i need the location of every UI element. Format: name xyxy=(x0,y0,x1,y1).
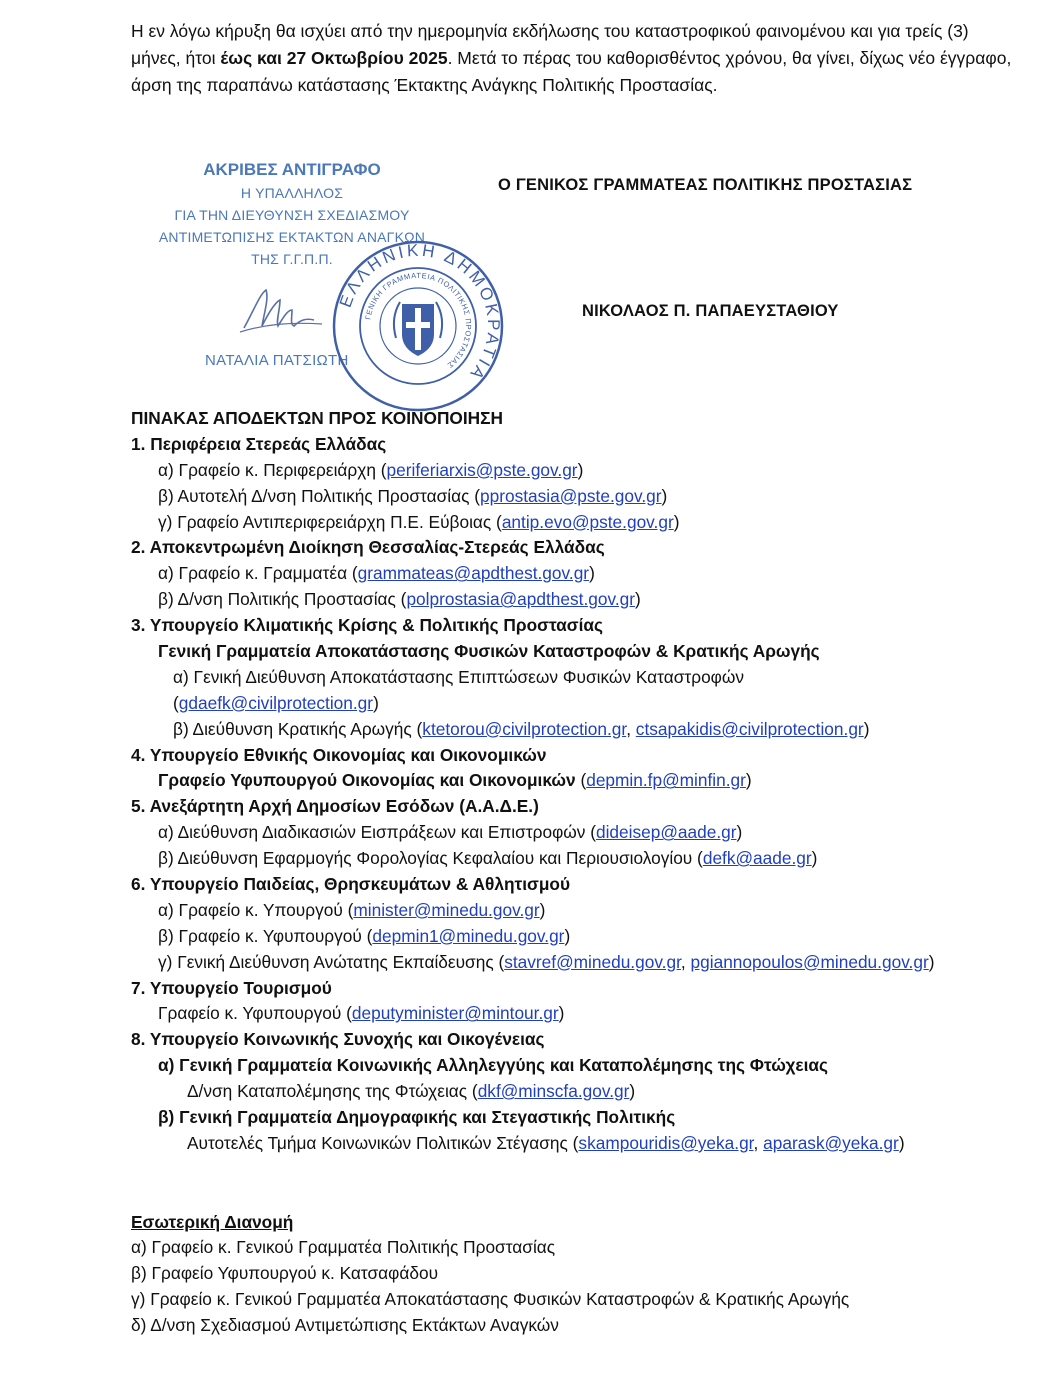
recipient-text: β) Αυτοτελή Δ/νση Πολιτικής Προστασίας ( xyxy=(158,485,480,506)
recipient-heading xyxy=(131,976,1051,1002)
recipient-text: ) xyxy=(589,563,595,584)
recipient-text: ) xyxy=(629,1081,636,1102)
internal-distribution-item: γ) Γραφείο κ. Γενικού Γραμματέα Αποκατάστασης Φυσικών Καταστροφών & Κρατικής Αρωγής xyxy=(131,1288,850,1309)
recipient-text: Αυτοτελές Τμήμα Κοινωνικών Πολιτικών Στέγασης ( xyxy=(187,1132,579,1153)
recipient-heading xyxy=(131,613,1051,639)
recipient-item xyxy=(131,924,1051,950)
recipient-text: ) xyxy=(811,848,818,869)
email-link[interactable]: aparask@yeka.gr xyxy=(763,1132,899,1153)
recipient-text: 6. Υπουργείο Παιδείας, Θρησκευμάτων & Αθλητισμού xyxy=(131,874,571,895)
recipient-heading xyxy=(131,432,1051,458)
recipient-text: ) xyxy=(673,511,680,532)
email-link[interactable]: ctsapakidis@civilprotection.gr xyxy=(635,718,864,739)
recipient-text: ) xyxy=(928,951,935,972)
recipient-text: β) Γραφείο κ. Υφυπουργού ( xyxy=(158,925,373,946)
email-link[interactable]: antip.evo@pste.gov.gr xyxy=(501,511,674,532)
recipient-item xyxy=(131,1079,1051,1105)
recipient-text: ) xyxy=(539,899,546,920)
email-link[interactable]: depmin1@minedu.gov.gr xyxy=(372,925,565,946)
email-link[interactable]: deputyminister@mintour.gr xyxy=(351,1003,559,1024)
certified-copy-line: ΑΝΤΙΜΕΤΩΠΙΣΗΣ ΕΚΤΑΚΤΩΝ ΑΝΑΓΚΩΝ xyxy=(158,229,426,245)
email-link[interactable]: dideisep@aade.gr xyxy=(595,822,737,843)
recipients-title: ΠΙΝΑΚΑΣ ΑΠΟΔΕΚΤΩΝ ΠΡΟΣ ΚΟΙΝΟΠΟΙΗΣΗ xyxy=(131,408,504,428)
recipient-text: α) Γραφείο κ. Υπουργού ( xyxy=(158,899,354,920)
recipient-text: 1. Περιφέρεια Στερεάς Ελλάδας xyxy=(131,433,387,454)
recipient-text: ( xyxy=(575,770,587,791)
recipient-text: 2. Αποκεντρωμένη Διοίκηση Θεσσαλίας-Στερεάς Ελλάδας xyxy=(131,537,605,558)
signatory-title: Ο ΓΕΝΙΚΟΣ ΓΡΑΜΜΑΤΕΑΣ ΠΟΛΙΤΙΚΗΣ ΠΡΟΣΤΑΣΙΑΣ xyxy=(498,176,913,194)
recipient-item xyxy=(131,1001,1051,1027)
certified-copy-name: ΝΑΤΑΛΙΑ ΠΑΤΣΙΩΤΗ xyxy=(205,352,349,369)
recipient-text: 4. Υπουργείο Εθνικής Οικονομίας και Οικονομικών xyxy=(131,744,547,765)
internal-distribution xyxy=(131,1209,1031,1339)
recipient-text: ) xyxy=(373,692,379,713)
internal-distribution-title: Εσωτερική Διανομή xyxy=(131,1212,294,1232)
recipient-item xyxy=(131,587,1051,613)
intro-text-2: . Μετά το πέρας του καθορισθέντος χρόνου, θα γίνει, δίχως νέο έγγραφο, άρση της παραπάνω κατάστασης Έκτακτης Ανάγκης Πολιτικής Προστασίας. xyxy=(131,48,1012,95)
recipient-text: ) xyxy=(564,925,571,946)
email-link[interactable]: polprostasia@apdthest.gov.gr xyxy=(406,589,636,610)
recipient-text: Γραφείο Υφυπουργού Οικονομίας και Οικονομικών xyxy=(158,770,576,791)
recipient-text: ) xyxy=(635,589,641,610)
recipient-item: Αυτοτελές Τμήμα Κοινωνικών Πολιτικών Στέγασης (skampouridis@yeka.gr, aparask@yeka.gr) xyxy=(187,1132,905,1153)
internal-distribution-item: α) Γραφείο κ. Γενικού Γραμματέα Πολιτικής Προστασίας xyxy=(131,1237,556,1257)
recipient-text: ) xyxy=(863,718,870,739)
recipient-text: ) xyxy=(558,1003,565,1024)
recipient-text: Γραφείο κ. Υφυπουργού ( xyxy=(158,1003,352,1024)
recipient-heading xyxy=(131,1105,1051,1131)
recipient-text: α) Γενική Διεύθυνση Αποκατάστασης Επιπτώσεων Φυσικών Καταστροφών xyxy=(173,666,745,687)
intro-paragraph xyxy=(131,18,1021,99)
recipient-heading xyxy=(131,872,1051,898)
recipient-heading xyxy=(131,794,1051,820)
recipient-item xyxy=(131,846,1051,872)
recipient-item xyxy=(131,510,1051,536)
email-link[interactable]: gdaefk@civilprotection.gr xyxy=(178,692,374,713)
intro-text-1: Η εν λόγω κήρυξη θα ισχύει από την ημερομηνία εκδήλωσης του καταστροφικού φαινομένου και για τρείς (3) μήνες, ήτοι xyxy=(131,21,969,68)
recipient-text: 5. Ανεξάρτητη Αρχή Δημοσίων Εσόδων (Α.Α.Δ.Ε.) xyxy=(131,796,539,817)
recipient-text: γ) Γραφείο Αντιπεριφερειάρχη Π.Ε. Εύβοιας ( xyxy=(158,511,502,532)
internal-distribution-item: δ) Δ/νση Σχεδιασμού Αντιμετώπισης Εκτάκτων Αναγκών xyxy=(131,1314,559,1335)
email-link[interactable]: stavref@minedu.gov.gr xyxy=(504,951,681,972)
recipient-heading xyxy=(131,535,1051,561)
recipient-item xyxy=(131,665,1051,691)
recipient-text: β) Διεύθυνση Κρατικής Αρωγής ( xyxy=(173,718,423,739)
certified-copy-title: ΑΚΡΙΒΕΣ ΑΝΤΙΓΡΑΦΟ xyxy=(203,160,381,179)
recipient-lines xyxy=(131,432,1051,1157)
email-link[interactable]: dkf@minscfa.gov.gr xyxy=(477,1081,630,1102)
recipient-heading xyxy=(131,639,1051,665)
recipient-item xyxy=(131,820,1051,846)
handwritten-signature xyxy=(236,280,326,340)
coat-of-arms-icon xyxy=(394,302,442,356)
certified-copy-line: ΤΗΣ Γ.Γ.Π.Π. xyxy=(251,251,333,267)
recipient-text: β) Γενική Γραμματεία Δημογραφικής και Στεγαστικής Πολιτικής xyxy=(158,1107,676,1128)
recipient-text: 3. Υπουργείο Κλιματικής Κρίσης & Πολιτικής Προστασίας xyxy=(131,615,604,636)
email-link[interactable]: ktetorou@civilprotection.gr xyxy=(422,718,627,739)
recipient-text: α) Διεύθυνση Διαδικασιών Εισπράξεων και Επιστροφών ( xyxy=(158,822,596,843)
recipient-item: γ) Γενική Διεύθυνση Ανώτατης Εκπαίδευσης (stavref@minedu.gov.gr, pgiannopoulos@minedu.gov.gr) xyxy=(158,951,935,972)
recipient-item xyxy=(131,691,1051,717)
recipients-list xyxy=(131,406,1051,1157)
recipient-text: ) xyxy=(577,459,584,480)
recipient-item: β) Διεύθυνση Κρατικής Αρωγής (ktetorou@civilprotection.gr, ctsapakidis@civilprotection.gr) xyxy=(173,718,870,739)
email-link[interactable]: grammateas@apdthest.gov.gr xyxy=(357,563,590,584)
recipient-heading xyxy=(131,1053,1051,1079)
internal-distribution-item: β) Γραφείο Υφυπουργού κ. Κατσαφάδου xyxy=(131,1262,439,1283)
recipient-heading xyxy=(131,1027,1051,1053)
recipient-text: Δ/νση Καταπολέμησης της Φτώχειας ( xyxy=(187,1081,478,1102)
email-link[interactable]: periferiarxis@pste.gov.gr xyxy=(386,459,578,480)
recipient-text: β) Διεύθυνση Εφαρμογής Φορολογίας Κεφαλαίου και Περιουσιολογίου ( xyxy=(158,848,703,869)
email-link[interactable]: skampouridis@yeka.gr xyxy=(578,1132,754,1153)
recipient-text: α) Γενική Γραμματεία Κοινωνικής Αλληλεγγύης και Καταπολέμησης της Φτώχειας xyxy=(158,1055,829,1076)
recipient-item xyxy=(131,561,1051,587)
signatory-name: ΝΙΚΟΛΑΟΣ Π. ΠΑΠΑΕΥΣΤΑΘΙΟΥ xyxy=(582,302,839,320)
recipient-text: β) Δ/νση Πολιτικής Προστασίας ( xyxy=(158,589,407,610)
recipient-text: ) xyxy=(745,770,752,791)
recipient-text: α) Γραφείο κ. Γραμματέα ( xyxy=(158,563,358,584)
intro-deadline: έως και 27 Οκτωβρίου 2025 xyxy=(220,48,448,68)
recipient-text: ) xyxy=(661,485,668,506)
recipient-item xyxy=(131,898,1051,924)
email-link[interactable]: pprostasia@pste.gov.gr xyxy=(480,485,662,506)
recipient-text: ( xyxy=(173,692,179,713)
recipient-text: γ) Γενική Διεύθυνση Ανώτατης Εκπαίδευσης ( xyxy=(158,951,505,972)
recipient-text: 8. Υπουργείο Κοινωνικής Συνοχής και Οικογένειας xyxy=(131,1029,545,1050)
email-link[interactable]: defk@aade.gr xyxy=(702,848,812,869)
recipient-text: ) xyxy=(898,1132,905,1153)
certified-copy-line: ΓΙΑ ΤΗΝ ΔΙΕΥΘΥΝΣΗ ΣΧΕΔΙΑΣΜΟΥ xyxy=(174,207,410,223)
recipient-item xyxy=(131,458,1051,484)
recipient-heading xyxy=(131,768,1051,794)
certified-copy-line: Η ΥΠΑΛΛΗΛΟΣ xyxy=(240,185,344,201)
seal-outer-text: ΕΛΛΗΝΙΚΗ ΔΗΜΟΚΡΑΤΙΑ xyxy=(335,240,504,386)
recipient-heading xyxy=(131,743,1051,769)
email-link[interactable]: minister@minedu.gov.gr xyxy=(353,899,540,920)
recipient-text: 7. Υπουργείο Τουρισμού xyxy=(131,977,332,998)
recipient-text: ) xyxy=(736,822,743,843)
official-seal xyxy=(330,238,506,414)
recipient-text: Γενική Γραμματεία Αποκατάστασης Φυσικών Καταστροφών & Κρατικής Αρωγής xyxy=(158,641,820,662)
seal-inner-text: ΓΕΝΙΚΗ ΓΡΑΜΜΑΤΕΙΑ ΠΟΛΙΤΙΚΗΣ ΠΡΟΣΤΑΣΙΑΣ xyxy=(363,270,474,371)
recipient-item xyxy=(131,484,1051,510)
email-link[interactable]: pgiannopoulos@minedu.gov.gr xyxy=(690,951,929,972)
recipient-text: α) Γραφείο κ. Περιφερειάρχη ( xyxy=(158,459,387,480)
email-link[interactable]: depmin.fp@minfin.gr xyxy=(586,770,746,791)
